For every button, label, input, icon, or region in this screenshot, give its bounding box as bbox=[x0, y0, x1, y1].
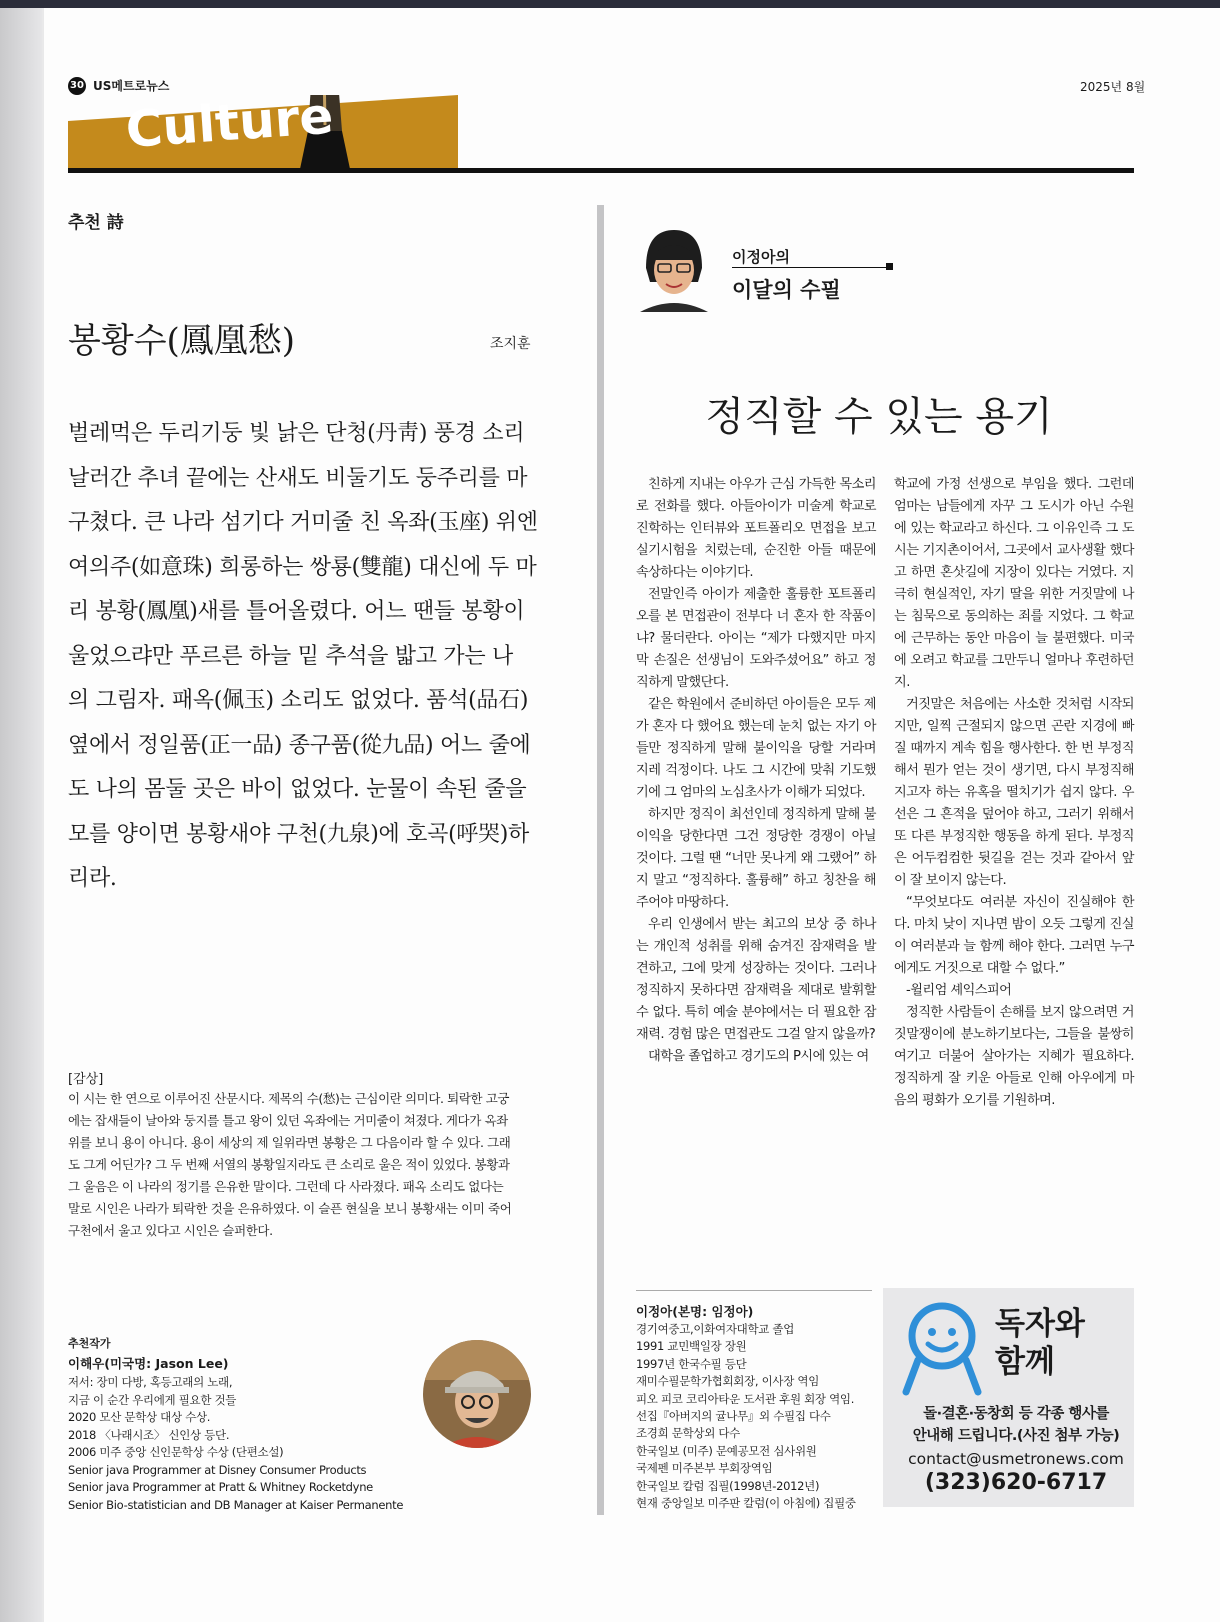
appreciation-label: [감상] bbox=[68, 1072, 104, 1087]
essayist-bio-line: 선집『아버지의 귤나무』외 수필집 다수 bbox=[636, 1409, 831, 1424]
recommender-bio-line: 저서: 장미 다방, 혹등고래의 노래, bbox=[68, 1375, 233, 1389]
recommender-bio bbox=[68, 1374, 428, 1514]
essay-paragraph: 우리 인생에서 받는 최고의 보상 중 하나는 개인적 성취를 위해 숨겨진 잠재력을 발견하고, 그에 맞게 성장하는 것이다. 그러나 정직하지 못하다면 잠재력을 제대로 발휘할 수 없다. 특히 예술 분야에서는 더 필요한 잠재력. 경험 많은 면접관도 그걸 알지 않을까? bbox=[636, 917, 876, 1042]
essay-paragraph: 하지만 정직이 최선인데 정직하게 말해 불이익을 당한다면 그건 정당한 경쟁이 아닐 것이다. 그럴 땐 “너만 못나게 왜 그랬어” 하지 말고 “정직하다. 훌륭해” 하고 칭찬을 해주어야 마땅하다. bbox=[636, 807, 876, 910]
poem-body bbox=[68, 412, 538, 902]
essayist-bio-line: 한국일보 칼럼 집필(1998년-2012년) bbox=[636, 1478, 820, 1493]
essayist-bio-line: 한국일보 (미주) 문예공모전 심사위원 bbox=[636, 1443, 817, 1458]
essayist-bio-line: 현재 중앙일보 미주판 칼럼(이 아침에) 집필중 bbox=[636, 1496, 856, 1511]
essayist-bio-line: 국제펜 미주본부 부회장역임 bbox=[636, 1461, 773, 1476]
essay-paragraph: 거짓말은 처음에는 사소한 것처럼 시작되지만, 일찍 근절되지 않으면 곤란 지경에 빠질 때까지 계속 힘을 행사한다. 한 번 부정직해서 뭔가 얻는 것이 생기면, 다시 부정직해지고자 하는 유혹을 떨치기가 쉽지 않다. 우선은 그 흔적을 덮어야 하고, 그러기 위해서 또 다른 부정직한 행동을 하게 된다. 부정직은 어두컴컴한 뒷길을 걷는 것과 같아서 앞이 잘 보이지 않는다. bbox=[894, 697, 1134, 888]
essay-paragraph: 같은 학원에서 준비하던 아이들은 모두 제가 혼자 다 했어요 했는데 눈치 없는 자기 아들만 정직하게 말해 불이익을 당할 거라며 지레 걱정이다. 나도 그 시간에 맞춰 기도했기에 그 엄마의 노심초사가 이해가 되었다. bbox=[636, 697, 876, 800]
essay-title: 정직할 수 있는 용기 bbox=[705, 394, 1053, 440]
essayist-bio-line: 1997년 한국수필 등단 bbox=[636, 1356, 747, 1371]
appreciation-line: 이 시는 한 연으로 이루어진 산문시다. 제목의 수(愁)는 근심이란 의미다. 퇴락한 고궁 bbox=[68, 1091, 510, 1106]
issue-date: 2025년 8월 bbox=[1080, 80, 1146, 94]
poem-line: 리 봉황(鳳凰)새를 틀어올렸다. 어느 땐들 봉황이 bbox=[68, 599, 525, 624]
essay-paragraph: 친하게 지내는 아우가 근심 가득한 목소리로 전화를 했다. 아들아이가 미술계 학교로 진학하는 인터뷰와 포트폴리오 면접을 보고 실기시험을 치렀는데, 순진한 아들 때문에 속상하다는 이야기다. bbox=[636, 477, 876, 580]
recommender-bio-line: 2020 모산 문학상 대상 수상. bbox=[68, 1410, 211, 1424]
appreciation-line: 말로 시인은 나라가 퇴락한 것을 은유하였다. 이 슬픈 현실을 보니 봉황새는 이미 죽어 bbox=[68, 1201, 512, 1216]
ad-description-line: 안내해 드립니다.(사진 첨부 가능) bbox=[912, 1428, 1120, 1444]
essay-column-1 bbox=[636, 474, 876, 1068]
recommender-photo bbox=[423, 1340, 531, 1448]
essayist-bio-line: 피오 피코 코리아타운 도서관 후원 회장 역임. bbox=[636, 1391, 855, 1406]
recommender-bio-line: 지금 이 순간 우리에게 필요한 것들 bbox=[68, 1392, 237, 1407]
poem-line: 모를 양이면 봉황새야 구천(九泉)에 호곡(呼哭)하 bbox=[68, 821, 529, 847]
poem-line: 옆에서 정일품(正一品) 종구품(從九品) 어느 줄에 bbox=[68, 732, 531, 758]
essay-paragraph: 대학을 졸업하고 경기도의 P시에 있는 여 bbox=[648, 1049, 869, 1064]
binding-shadow bbox=[0, 8, 42, 1622]
ad-headline bbox=[995, 1305, 1085, 1381]
poet-name: 조지훈 bbox=[490, 336, 531, 352]
ad-headline-line: 함께 bbox=[995, 1344, 1055, 1380]
essayist-bio-line: 1991 교민백일장 장원 bbox=[636, 1339, 747, 1354]
kicker-rule bbox=[732, 267, 886, 268]
smiley-face-icon bbox=[898, 1298, 990, 1396]
recommended-poem-label: 추천 詩 bbox=[68, 213, 124, 233]
essayist-photo bbox=[636, 224, 712, 312]
poem-line: 의 그림자. 패옥(佩玉) 소리도 없었다. 품석(品石) bbox=[68, 688, 529, 713]
poem-line: 구쳤다. 큰 나라 섬기다 거미줄 친 옥좌(玉座) 위엔 bbox=[68, 510, 538, 535]
poem-line: 여의주(如意珠) 희롱하는 쌍룡(雙龍) 대신에 두 마 bbox=[68, 554, 537, 580]
page-number-badge: 30 bbox=[68, 77, 86, 95]
recommender-bio-line: Senior java Programmer at Pratt & Whitney Rocketdyne bbox=[68, 1480, 373, 1494]
appreciation-line: 그 울음은 이 나라의 정기를 은유한 말이다. 그런데 다 사라졌다. 패옥 소리도 없다는 bbox=[68, 1179, 504, 1194]
column-divider bbox=[597, 205, 604, 1515]
essayist-bio-line: 재미수필문학가협회회장, 이사장 역임 bbox=[636, 1374, 820, 1389]
recommender-bio-line: 2018 〈나래시조〉 신인상 등단. bbox=[68, 1427, 230, 1442]
essay-paragraph: 학교에 가정 선생으로 부임을 했다. 그런데 엄마는 남들에게 자꾸 그 도시가 아닌 수원에 있는 학교라고 하신다. 그 이유인즉 그 도시는 기지촌이어서, 그곳에서 교사생활 했다고 하면 혼삿길에 지장이 있다는 거였다. 지극히 현실적인, 자기 딸을 위한 거짓말에 나는 침묵으로 동의하는 죄를 지었다. 그 학교에 근무하는 동안 마음이 늘 불편했다. 미국에 오려고 학교를 그만두니 얼마나 후련하던지. bbox=[894, 477, 1134, 690]
recommender-name: 이해우(미국명: Jason Lee) bbox=[68, 1356, 229, 1371]
essay-paragraph: “무엇보다도 여러분 자신이 진실해야 한다. 마치 낮이 지나면 밤이 오듯 그렇게 진실이 여러분과 늘 함께 해야 한다. 그러면 누구에게도 거짓으로 대할 수 없다.” bbox=[894, 895, 1134, 976]
appreciation-line: 위를 보니 용이 아니다. 용이 세상의 제 일위라면 봉황은 그 다음이라 할 수 있다. 그래 bbox=[68, 1135, 511, 1150]
recommender-bio-line: 2006 미주 중앙 신인문학상 수상 (단편소설) bbox=[68, 1445, 284, 1459]
ad-description-line: 돌·결혼·동창회 등 각종 행사를 bbox=[923, 1406, 1109, 1422]
appreciation-line: 도 그게 어딘가? 그 두 번째 서열의 봉황일지라도 큰 소리로 울은 적이 있었다. 봉황과 bbox=[68, 1157, 510, 1172]
essayist-bio-line: 조경희 문학상외 다수 bbox=[636, 1426, 740, 1441]
poem-title: 봉황수(鳳凰愁) bbox=[68, 321, 296, 361]
essay-quote-source: -윌리엄 셰익스피어 bbox=[906, 983, 1012, 998]
recommender-bio-line: Senior Bio-statistician and DB Manager at Kaiser Permanente bbox=[68, 1497, 404, 1512]
recommender-bio-line: Senior java Programmer at Disney Consumer Products bbox=[68, 1462, 367, 1477]
essayist-bio-line: 경기여중고,이화여자대학교 졸업 bbox=[636, 1322, 795, 1336]
essay-column-2 bbox=[894, 474, 1134, 1112]
kicker-rule-square bbox=[886, 263, 893, 270]
ad-phone[interactable]: (323)620-6717 bbox=[924, 1470, 1108, 1495]
essay-column-name: 이달의 수필 bbox=[732, 278, 841, 302]
essayist-name: 이정아(본명: 임정아) bbox=[636, 1304, 754, 1319]
section-title-culture: Culture bbox=[123, 86, 335, 159]
essayist-bio bbox=[636, 1321, 876, 1512]
poem-line: 리라. bbox=[68, 866, 117, 891]
brand-name: US메트로뉴스 bbox=[93, 79, 170, 93]
appreciation-line: 에는 잡새들이 날아와 둥지를 틀고 왕이 있던 옥좌에는 거미줄이 쳐졌다. 게다가 옥좌 bbox=[68, 1113, 508, 1128]
ad-description bbox=[898, 1403, 1134, 1447]
poem-line: 도 나의 몸둘 곳은 바이 없었다. 눈물이 속된 줄을 bbox=[68, 777, 527, 802]
poem-line: 날러간 추녀 끝에는 산새도 비둘기도 둥주리를 마 bbox=[68, 465, 528, 491]
poem-line: 벌레먹은 두리기둥 빛 낡은 단청(丹靑) 풍경 소리 bbox=[68, 421, 525, 446]
top-edge-bar bbox=[0, 0, 1220, 8]
ad-email[interactable]: contact@usmetronews.com bbox=[908, 1450, 1124, 1468]
recommender-label: 추천작가 bbox=[68, 1337, 111, 1350]
header-rule bbox=[68, 168, 1134, 173]
essay-kicker: 이정아의 bbox=[732, 248, 790, 266]
appreciation-line: 구천에서 울고 있다고 시인은 슬퍼한다. bbox=[68, 1223, 273, 1238]
essay-paragraph: 정직한 사람들이 손해를 보지 않으려면 거짓말쟁이에 분노하기보다는, 그들을 불쌍히 여기고 더불어 살아가는 지혜가 필요하다. 정직하게 잘 키운 아들로 인해 아우에게 마음의 평화가 오기를 기원하며. bbox=[894, 1005, 1134, 1108]
ad-headline-line: 독자와 bbox=[995, 1306, 1085, 1342]
bio-rule bbox=[636, 1290, 872, 1291]
essay-paragraph: 전말인즉 아이가 제출한 훌륭한 포트폴리오를 본 면접관이 전부다 너 혼자 한 작품이냐? 물더란다. 아이는 “제가 다했지만 마지막 손질은 선생님이 도와주셨어요” 하고 정직하게 말했단다. bbox=[636, 587, 876, 690]
poem-line: 울었으랴만 푸르른 하늘 밑 추석을 밟고 가는 나 bbox=[68, 643, 513, 669]
appreciation-body bbox=[68, 1088, 538, 1242]
